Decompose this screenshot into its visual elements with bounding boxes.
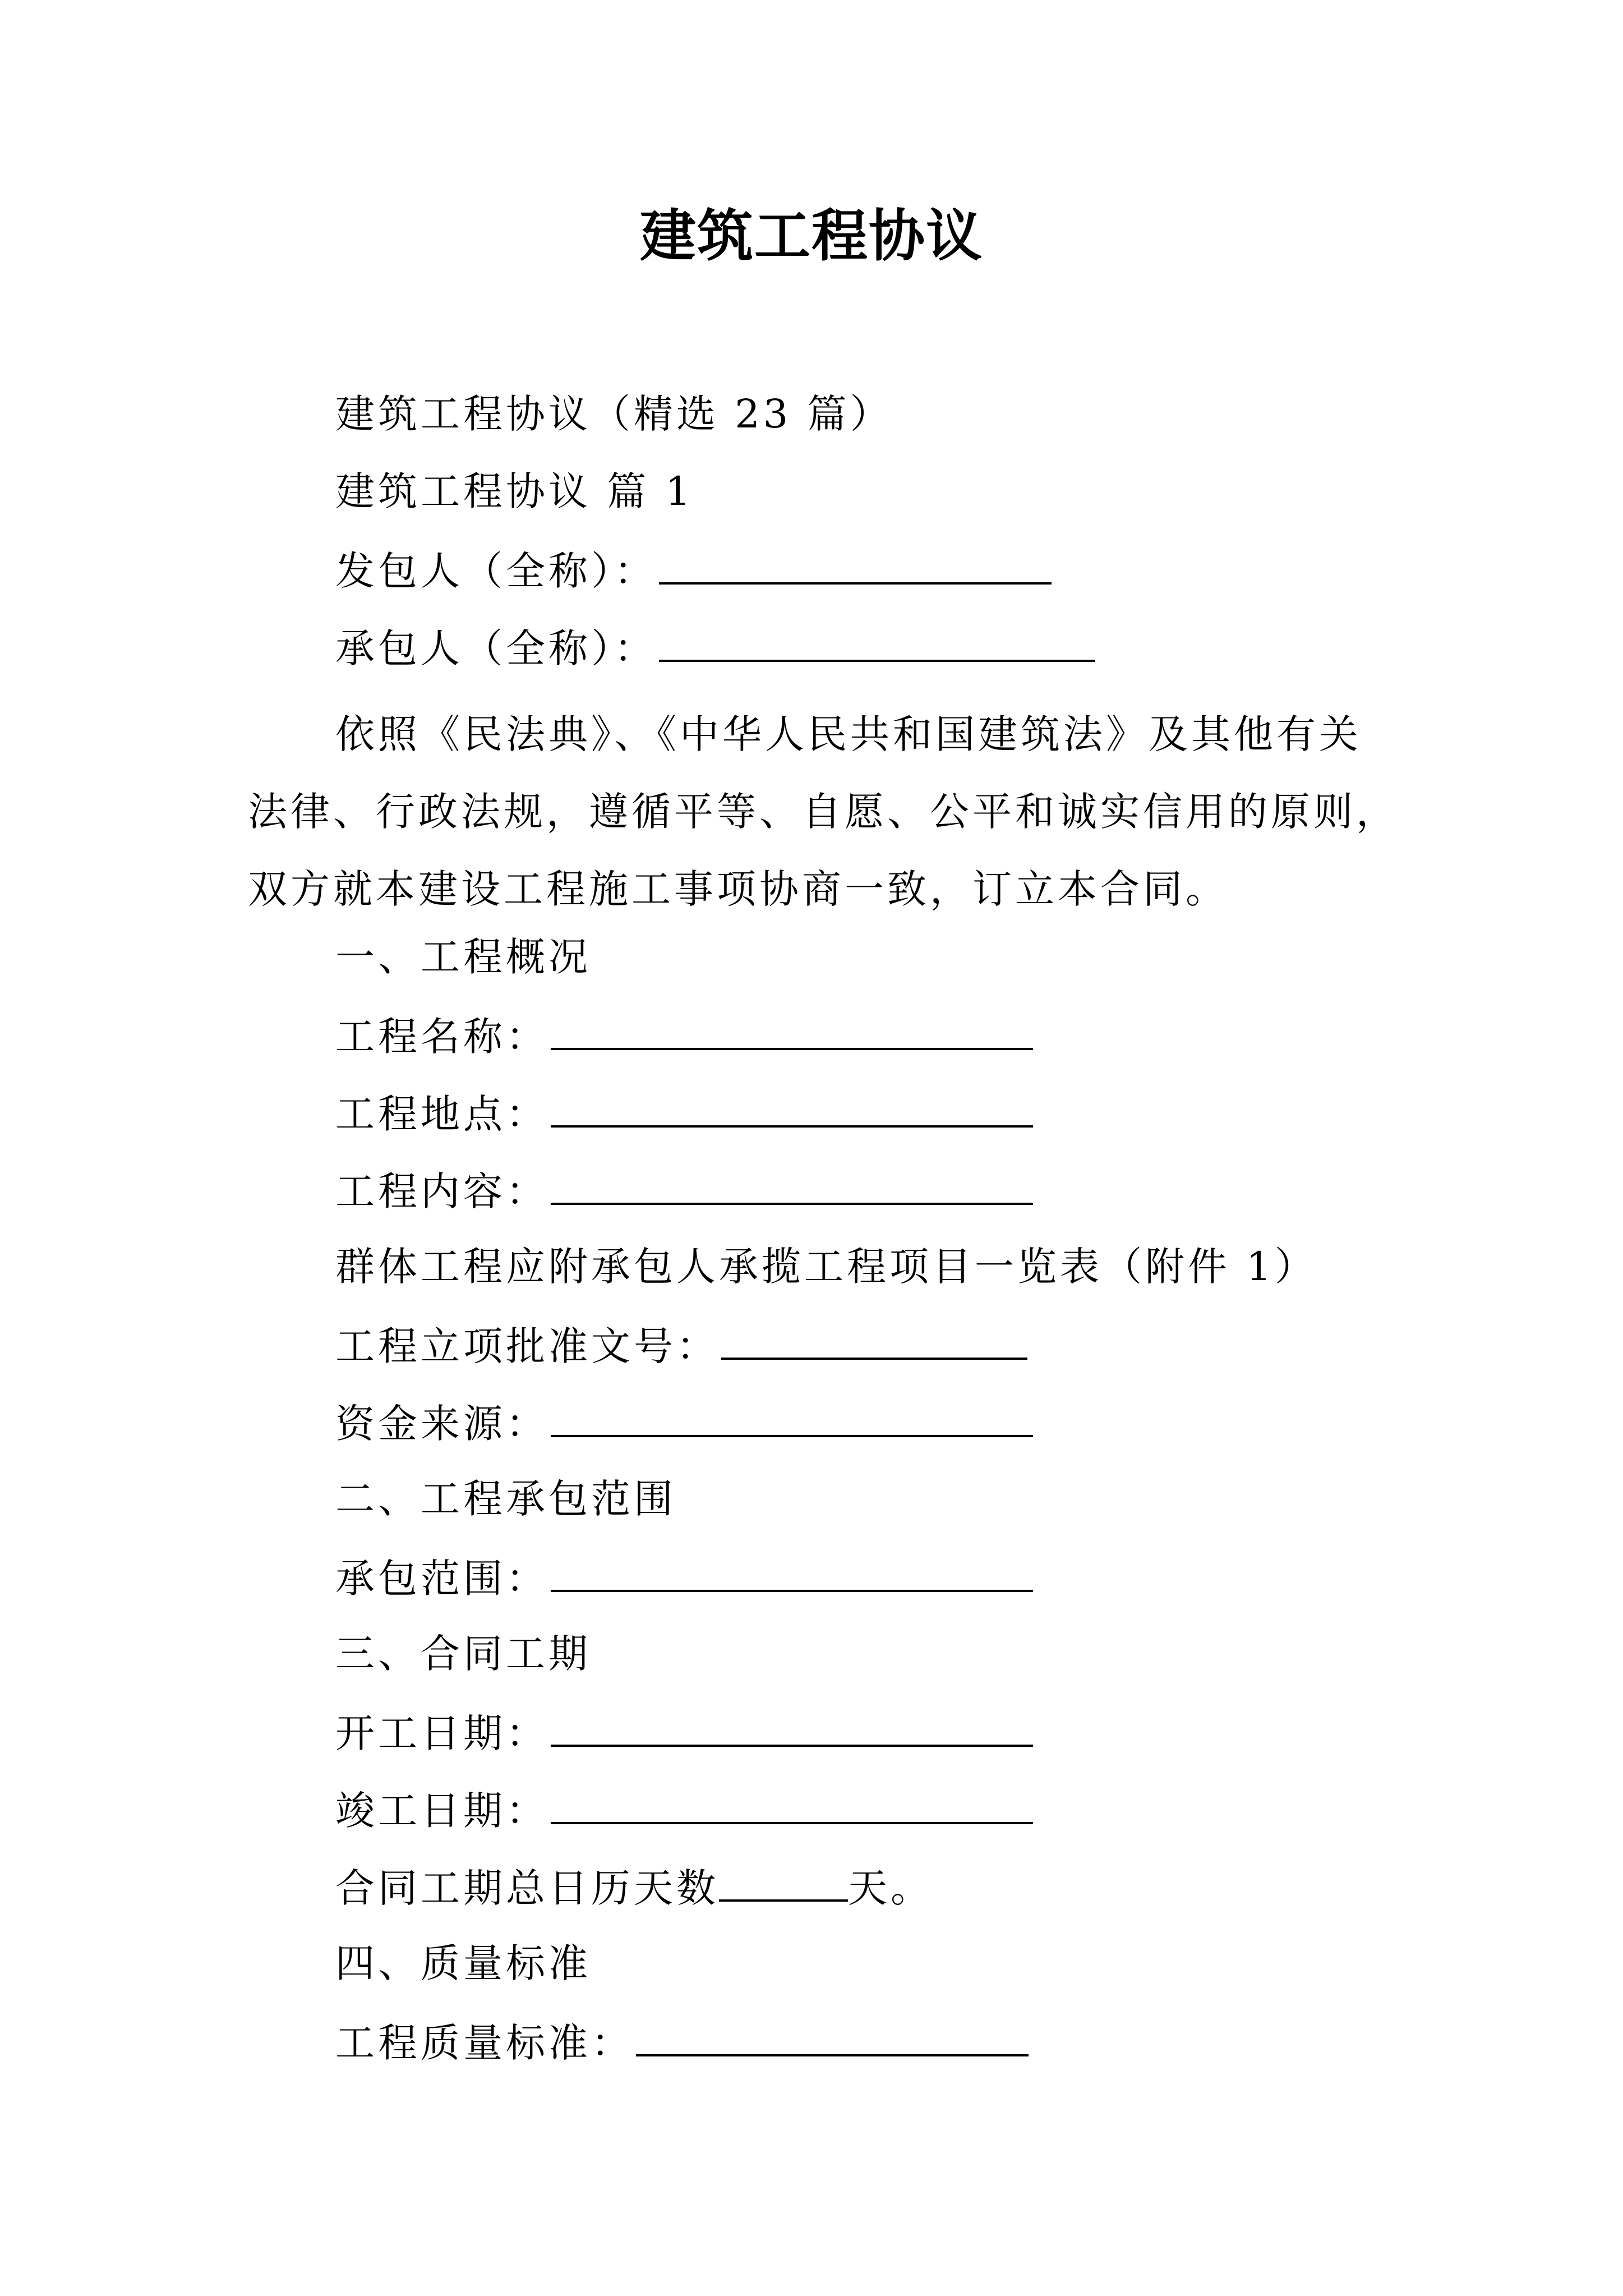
scope-blank[interactable] [551, 1549, 1033, 1592]
fund-source-field [335, 1395, 1033, 1451]
section-heading-part1: 建筑工程协议 篇 1 [335, 468, 694, 514]
approval-number-label: 工程立项批准文号： [335, 1323, 719, 1369]
project-content-label: 工程内容： [335, 1168, 548, 1214]
employer-blank[interactable] [659, 542, 1052, 585]
quality-standard-blank[interactable] [636, 2014, 1029, 2056]
completion-date-field [335, 1782, 1033, 1838]
total-days-suffix: 天。 [848, 1865, 933, 1911]
section2-heading: 二、工程承包范围 [335, 1476, 676, 1522]
employer-field [335, 542, 1052, 598]
project-name-blank[interactable] [551, 1007, 1033, 1050]
project-name-field [335, 1007, 1033, 1064]
fund-source-label: 资金来源： [335, 1401, 548, 1447]
quality-standard-label: 工程质量标准： [335, 2020, 634, 2066]
completion-date-label: 竣工日期： [335, 1788, 548, 1834]
group-project-note: 群体工程应附承包人承揽工程项目一览表（附件 1） [335, 1244, 1317, 1290]
contractor-blank[interactable] [659, 619, 1095, 662]
scope-label: 承包范围： [335, 1556, 548, 1602]
employer-label: 发包人（全称）： [335, 548, 657, 594]
start-date-label: 开工日期： [335, 1710, 548, 1756]
project-location-blank[interactable] [551, 1085, 1033, 1128]
project-content-blank[interactable] [551, 1162, 1033, 1205]
document-subtitle: 建筑工程协议（精选 23 篇） [335, 391, 893, 437]
completion-date-blank[interactable] [551, 1782, 1033, 1824]
approval-number-blank[interactable] [721, 1317, 1027, 1360]
contractor-label: 承包人（全称）： [335, 625, 657, 671]
start-date-blank[interactable] [551, 1704, 1033, 1747]
section1-heading: 一、工程概况 [335, 934, 591, 980]
intro-line-3: 双方就本建设工程施工事项协商一致，订立本合同。 [248, 866, 1228, 912]
section3-heading: 三、合同工期 [335, 1631, 591, 1677]
fund-source-blank[interactable] [551, 1395, 1033, 1437]
intro-paragraph [248, 696, 1399, 928]
approval-number-field [335, 1317, 1027, 1373]
total-days-field [335, 1859, 933, 1915]
start-date-field [335, 1704, 1033, 1760]
project-content-field [335, 1162, 1033, 1218]
quality-standard-field [335, 2014, 1029, 2070]
intro-line-1: 依照《民法典》、《中华人民共和国建筑法》及其他有关 [335, 711, 1362, 757]
scope-field [335, 1549, 1033, 1605]
intro-line-2: 法律、行政法规，遵循平等、自愿、公平和诚实信用的原则， [248, 789, 1399, 835]
contractor-field [335, 619, 1095, 675]
section4-heading: 四、质量标准 [335, 1940, 591, 1986]
project-location-label: 工程地点： [335, 1091, 548, 1137]
total-days-prefix: 合同工期总日历天数 [335, 1865, 719, 1911]
total-days-blank[interactable] [719, 1859, 848, 1902]
document-title: 建筑工程协议 [640, 203, 983, 269]
project-name-label: 工程名称： [335, 1014, 548, 1060]
project-location-field [335, 1085, 1033, 1141]
